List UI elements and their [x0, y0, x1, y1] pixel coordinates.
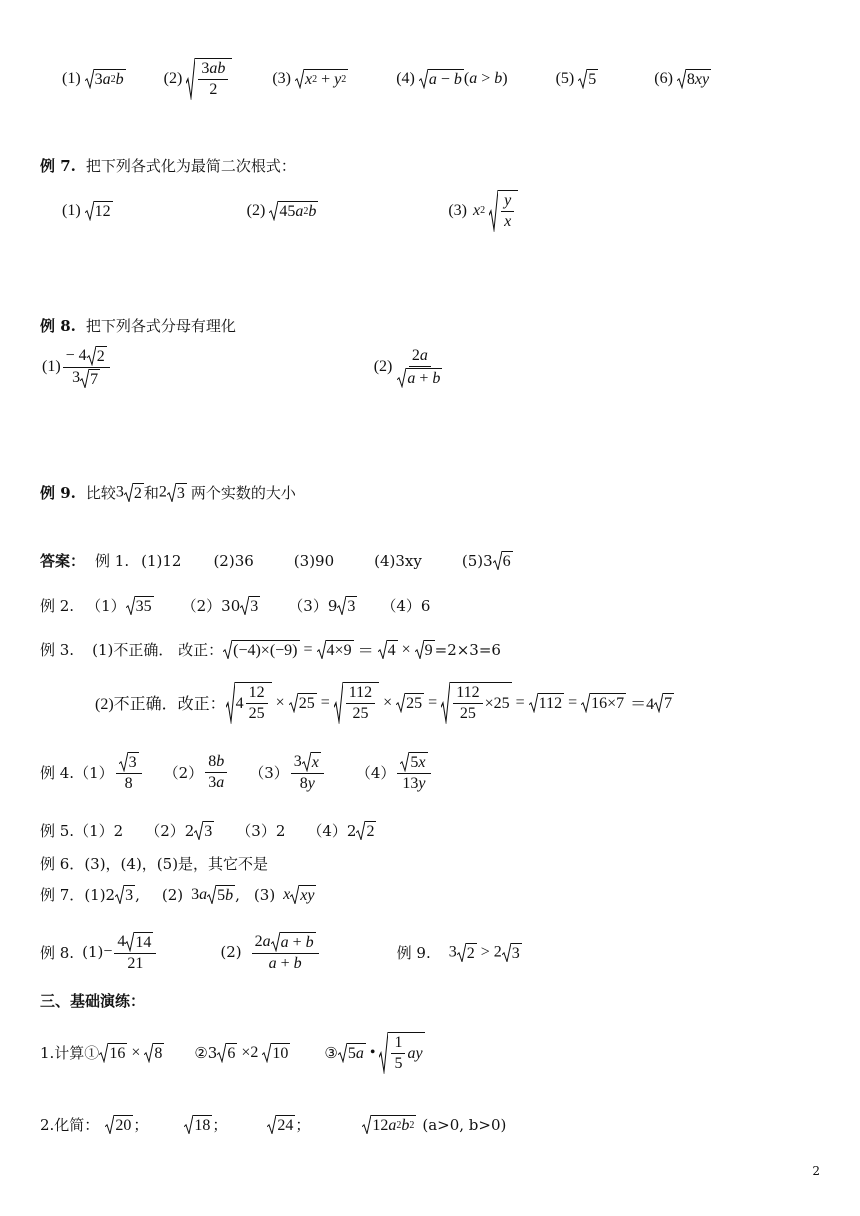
answer-1-item: (5)3: [461, 551, 493, 570]
answer-5-item: （4）2: [307, 822, 357, 840]
answer-1-label: 例 1.: [95, 552, 130, 570]
ex6-item-4-label: (4): [396, 69, 415, 87]
ex7-heading: [40, 155, 296, 176]
q1-part-c: ③: [324, 1043, 338, 1062]
ex6-item-6-label: (6): [654, 69, 673, 87]
ex6-item-5-expr: 5: [578, 69, 598, 89]
ex7-label: 例 7.: [40, 157, 76, 175]
ex7-items: (1) 12 (2) 45 a 2 b (3) x 2 $\frac{y}{x}$: [62, 190, 518, 232]
ex8-text: 把下列各式分母有理化: [85, 317, 236, 335]
ex8-item-2-expr: 2 a a + b: [394, 347, 445, 388]
ex7-item-1-expr: 12: [85, 201, 113, 221]
answer-8-item: (1): [82, 943, 104, 962]
ex6-row: (1) 3 a 2 b (2) 3 ab 2 (3) x 2 + y 2 (4) a − b (a > b) (5) 5 (6) 8 xy: [62, 60, 710, 99]
ex6-item-3-label: (3): [272, 69, 291, 87]
answer-2-item: （4）6: [381, 597, 431, 615]
answer-7-item: (2): [161, 885, 184, 904]
answer-4-label: 例 4.: [40, 763, 75, 782]
q1-label: 1.计算①: [40, 1044, 100, 1063]
q1-line: 1.计算① 16 × 8 ②3 6 ×2 10 ③ 5 a • $\frac{1}{5}$ ay: [40, 1034, 423, 1073]
ex6-item-1-label: (1): [62, 69, 81, 87]
ex7-item-2-label: (2): [246, 201, 266, 219]
ex9-line: 例 9. 比较 3 2 和 2 3 两个实数的大小: [40, 483, 296, 502]
ex6-item-5-label: (5): [555, 69, 575, 87]
q2-label: 2.化简：: [40, 1116, 100, 1134]
ex7-text: 把下列各式化为最简二次根式：: [85, 157, 296, 175]
answer-3-tail-1: =2×3=6: [434, 640, 501, 659]
answer-3-line-2: (2)不正确．改正： 4 $\frac{12}{25}$ × 25 = $\frac{112}{25}$ × 25 = $\frac{112}{25}$ ×25 = 112 = 16×7 ＝4 7: [95, 684, 673, 723]
ex6-item-6-expr: 8 xy: [677, 69, 711, 89]
answer-4-line: 例 4. （1） $\frac{3}{8}$ （2） 8 b 3 a （3） 3 x 8 y （4） 5 x 13 y: [40, 752, 433, 793]
answer-4-item: （1）: [74, 763, 114, 782]
answer-7-item: (3): [253, 885, 276, 904]
answer-3-tail-2: ＝4: [630, 696, 655, 714]
section-3-title: 三、基础演练：: [40, 992, 146, 1010]
answer-1-item: (2)36: [213, 551, 254, 570]
answers-heading: 答案：: [40, 552, 86, 570]
ex6-item-2-label: (2): [163, 69, 183, 87]
answer-1-item: (1)12: [141, 551, 182, 570]
ex6-item-4-expr: a − b: [419, 69, 464, 89]
ex6-item-2-expr: 3 ab 2: [186, 58, 232, 100]
answer-7-label: 例 7．: [40, 886, 85, 904]
q2-condition: (a>0, b>0): [422, 1115, 507, 1134]
answer-1-item: (3)90: [293, 551, 335, 570]
answer-5-item: （1）2: [74, 822, 124, 840]
ex8-item-1-label: (1): [42, 358, 61, 376]
page-number: 2: [812, 1164, 820, 1178]
answer-1-item: (4)3xy: [374, 551, 422, 570]
answer-5-item: （3）2: [236, 822, 286, 840]
answer-9-label: 例 9.: [396, 943, 431, 962]
ex8-items: [42, 346, 447, 388]
q1-part-b: ②3: [194, 1043, 218, 1062]
ex7-item-3-label: (3): [448, 201, 467, 219]
answer-8-9-line: 例 8. (1) − 4 14 21 (2) 2 a a + b a + b 例 9. 3 2 > 2 3: [40, 932, 520, 972]
ex7-item-1-label: (1): [62, 201, 81, 219]
ex9-text-mid: 和: [143, 484, 159, 502]
answer-8-label: 例 8.: [40, 943, 75, 962]
answer-2-label: 例 2.: [40, 597, 75, 615]
answer-6-text: (3)，(4)，(5)是，其它不是: [84, 855, 269, 873]
ex6-item-3-expr: x 2 + y 2: [295, 69, 348, 89]
answer-2-item: （3）9: [288, 597, 338, 615]
ex8-item-2-label: (2): [373, 358, 393, 376]
answer-5-item: （2）2: [145, 822, 195, 840]
ex6-item-1-expr: 3 a 2 b: [85, 69, 126, 89]
answer-7-item: (1)2: [84, 885, 116, 904]
ex9-label: 例 9.: [40, 484, 76, 502]
ex7-item-3-expr: $\frac{y}{x}$: [489, 190, 518, 232]
answer-4-item: （2）: [163, 763, 204, 782]
answer-3-label: 例 3.: [40, 641, 75, 659]
answer-6-label: 例 6．: [40, 855, 85, 873]
answer-2-item: （1）: [86, 597, 126, 615]
answer-1-line: 答案： 例 1. (1)12 (2)36 (3)90 (4)3xy (5)3 6: [40, 551, 511, 570]
ex9-text-before: 比较: [85, 484, 116, 502]
answer-5-label: 例 5.: [40, 822, 75, 840]
answer-7-line: 例 7． (1)2 3 , (2) 3a 5 b , (3) x xy: [40, 885, 315, 904]
answer-3-part-2: (2)不正确．改正：: [95, 696, 226, 714]
answer-3-part-1: (1)不正确． 改正：: [92, 641, 224, 659]
ex9-text-after: 两个实数的大小: [190, 484, 296, 502]
answer-4-item: （3）: [249, 763, 289, 782]
ex7-item-2-expr: 45 a 2 b: [269, 201, 318, 221]
answer-5-line: 例 5. （1）2 （2）2 3 （3）2 （4）2 2: [40, 822, 375, 840]
ex8-heading: [40, 315, 236, 336]
ex8-item-1-expr: − 4 2 3 7: [63, 346, 110, 388]
ex8-label: 例 8.: [40, 317, 76, 335]
answer-8-item: (2): [220, 943, 242, 962]
answer-2-line: 例 2. （1） 35 （2）30 3 （3）9 3 （4）6: [40, 597, 431, 615]
answer-4-item: （4）: [355, 763, 396, 782]
answer-2-item: （2）30: [181, 597, 241, 615]
section-3-heading: [40, 990, 145, 1011]
answer-3-line-1: 例 3. (1)不正确． 改正： (−4)×(−9) = 4×9 ＝ 4 × 9 =2×3=6: [40, 640, 501, 660]
answer-6-line: [40, 853, 268, 874]
q2-line: 2.化简： 20 ； 18 ； 24 ； 12 a 2 b 2 (a>0, b>0): [40, 1115, 507, 1134]
